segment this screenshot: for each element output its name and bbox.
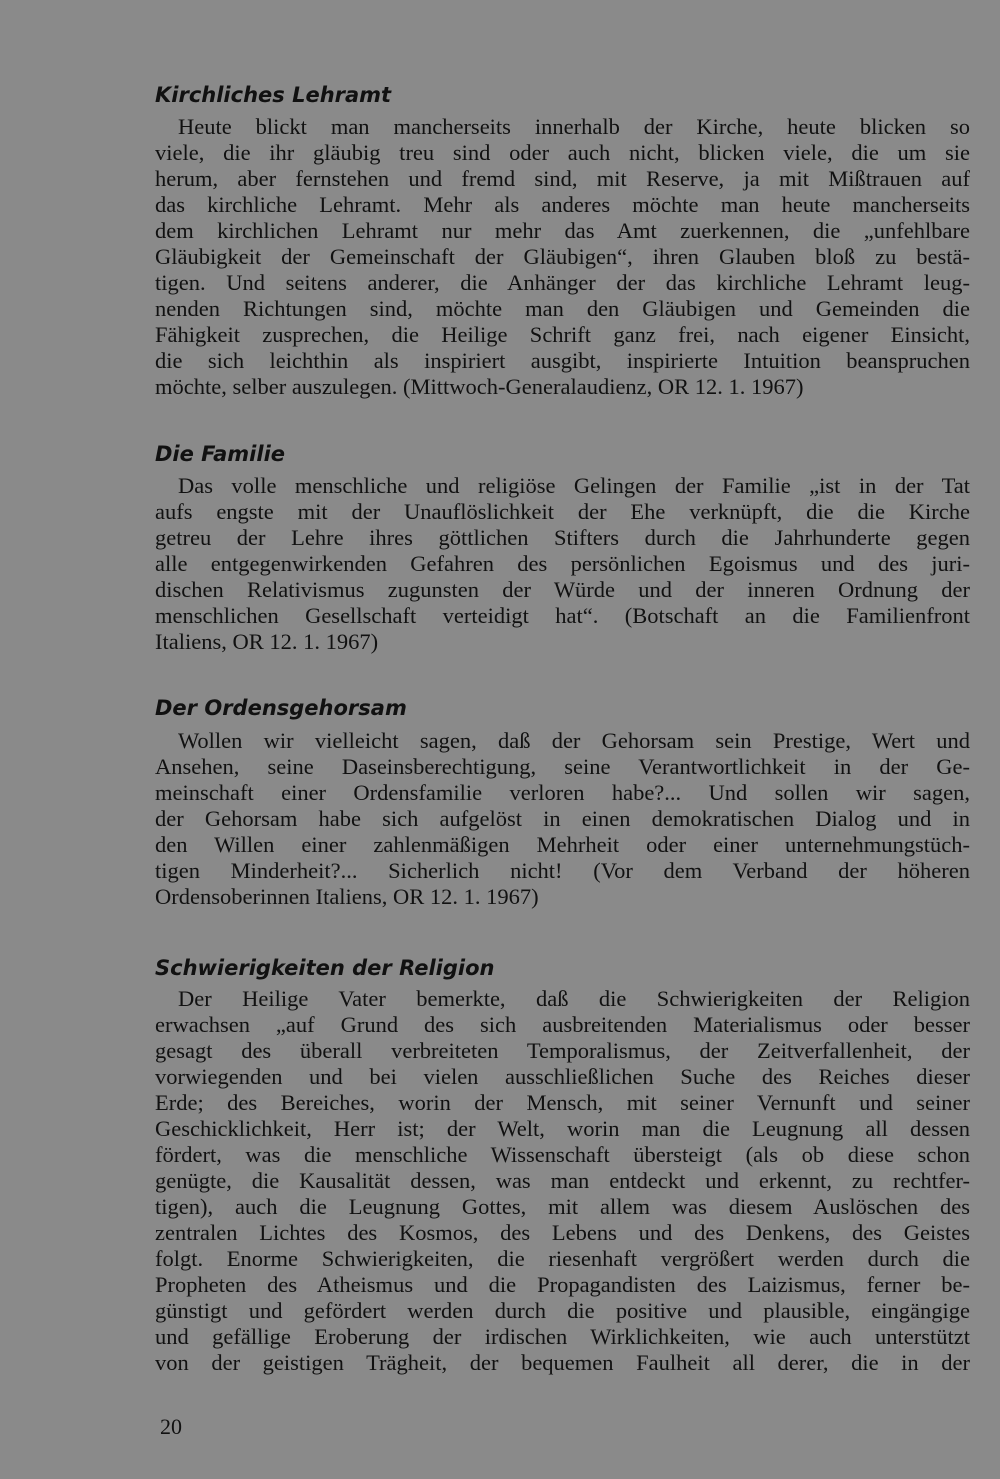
text-line: tigen Minderheit?... Sicherlich nicht! (Vor dem Verband der höheren bbox=[155, 858, 970, 883]
section-title-die-familie: Die Familie bbox=[155, 442, 286, 466]
text-line: tigen), auch die Leugnung Gottes, mit allem was diesem Auslöschen des bbox=[155, 1194, 970, 1219]
text-line: das kirchliche Lehramt. Mehr als anderes möchte man heute mancherseits bbox=[155, 192, 970, 217]
text-line: tigen. Und seitens anderer, die Anhänger der das kirchliche Lehramt leug- bbox=[155, 270, 970, 295]
text-line: fördert, was die menschliche Wissenschaft übersteigt (als ob diese schon bbox=[155, 1142, 970, 1167]
text-line: der Gehorsam habe sich aufgelöst in einen demokratischen Dialog und in bbox=[155, 806, 970, 831]
text-line: Wollen wir vielleicht sagen, daß der Gehorsam sein Prestige, Wert und bbox=[178, 728, 970, 753]
text-line: aufs engste mit der Unauflöslichkeit der Ehe verknüpft, die die Kirche bbox=[155, 499, 970, 524]
text-line: Ordensoberinnen Italiens, OR 12. 1. 1967) bbox=[155, 884, 539, 909]
text-line: und gefällige Eroberung der irdischen Wirklichkeiten, wie auch unterstützt bbox=[155, 1324, 970, 1349]
text-line: genügte, die Kausalität dessen, was man entdeckt und erkennt, zu rechtfer- bbox=[155, 1168, 970, 1193]
text-line: Geschicklichkeit, Herr ist; der Welt, worin man die Leugnung all dessen bbox=[155, 1116, 970, 1141]
text-line: erwachsen „auf Grund des sich ausbreitenden Materialismus oder besser bbox=[155, 1012, 970, 1037]
text-line: von der geistigen Trägheit, der bequemen Faulheit all derer, die in der bbox=[155, 1350, 970, 1375]
section-title-der-ordensgehorsam: Der Ordensgehorsam bbox=[155, 696, 407, 720]
text-line: die sich leichthin als inspiriert ausgibt, inspirierte Intuition beanspruchen bbox=[155, 348, 970, 373]
text-line: herum, aber fernstehen und fremd sind, mit Reserve, ja mit Mißtrauen auf bbox=[155, 166, 970, 191]
section-title-schwierigkeiten-der-religion: Schwierigkeiten der Religion bbox=[155, 956, 495, 980]
text-line: den Willen einer zahlenmäßigen Mehrheit oder einer unternehmungstüch- bbox=[155, 832, 970, 857]
text-line: nenden Richtungen sind, möchte man den Gläubigen und Gemeinden die bbox=[155, 296, 970, 321]
text-line: vorwiegenden und bei vielen ausschließlichen Suche des Reiches dieser bbox=[155, 1064, 970, 1089]
text-line: Italiens, OR 12. 1. 1967) bbox=[155, 629, 379, 654]
text-line: möchte, selber auszulegen. (Mittwoch-Generalaudienz, OR 12. 1. 1967) bbox=[155, 374, 804, 399]
text-line: Der Heilige Vater bemerkte, daß die Schwierigkeiten der Religion bbox=[178, 986, 970, 1011]
text-line: Das volle menschliche und religiöse Gelingen der Familie „ist in der Tat bbox=[178, 473, 970, 498]
text-line: menschlichen Gesellschaft verteidigt hat“. (Botschaft an die Familienfront bbox=[155, 603, 970, 628]
section-title-kirchliches-lehramt: Kirchliches Lehramt bbox=[155, 83, 392, 107]
text-line: viele, die ihr gläubig treu sind oder auch nicht, blicken viele, die um sie bbox=[155, 140, 970, 165]
text-line: zentralen Lichtes des Kosmos, des Lebens und des Denkens, des Geistes bbox=[155, 1220, 970, 1245]
text-line: Erde; des Bereiches, worin der Mensch, mit seiner Vernunft und seiner bbox=[155, 1090, 970, 1115]
text-line: dischen Relativismus zugunsten der Würde und der inneren Ordnung der bbox=[155, 577, 970, 602]
text-line: getreu der Lehre ihres göttlichen Stifters durch die Jahrhunderte gegen bbox=[155, 525, 970, 550]
text-line: Gläubigkeit der Gemeinschaft der Gläubigen“, ihren Glauben bloß zu bestä- bbox=[155, 244, 970, 269]
text-line: dem kirchlichen Lehramt nur mehr das Amt zuerkennen, die „unfehlbare bbox=[155, 218, 970, 243]
text-line: alle entgegenwirkenden Gefahren des persönlichen Egoismus und des juri- bbox=[155, 551, 970, 576]
text-line: meinschaft einer Ordensfamilie verloren habe?... Und sollen wir sagen, bbox=[155, 780, 970, 805]
text-line: Propheten des Atheismus und die Propagandisten des Laizismus, ferner be- bbox=[155, 1272, 970, 1297]
text-line: günstigt und gefördert werden durch die positive und plausible, eingängige bbox=[155, 1298, 970, 1323]
page-number: 20 bbox=[160, 1414, 182, 1439]
text-line: Fähigkeit zusprechen, die Heilige Schrift ganz frei, nach eigener Einsicht, bbox=[155, 322, 970, 347]
text-line: Ansehen, seine Daseinsberechtigung, seine Verantwortlichkeit in der Ge- bbox=[155, 754, 970, 779]
text-line: Heute blickt man mancherseits innerhalb der Kirche, heute blicken so bbox=[178, 114, 970, 139]
text-line: folgt. Enorme Schwierigkeiten, die riesenhaft vergrößert werden durch die bbox=[155, 1246, 970, 1271]
text-line: gesagt des überall verbreiteten Temporalismus, der Zeitverfallenheit, der bbox=[155, 1038, 970, 1063]
